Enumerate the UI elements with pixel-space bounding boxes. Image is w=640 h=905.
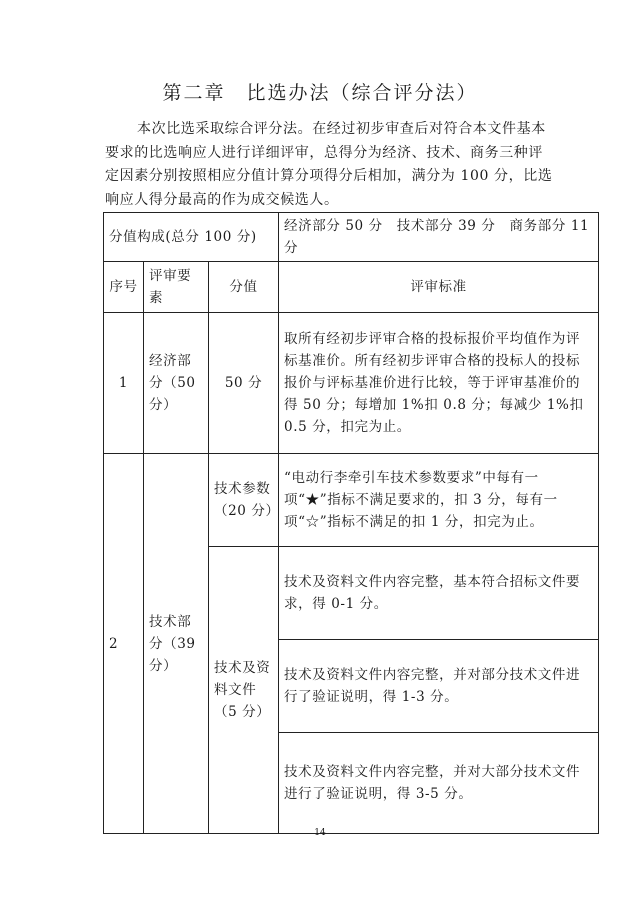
economic-seq: 1 [104,313,144,454]
summary-label: 分值构成(总分 100 分) [104,213,279,262]
technical-params-score: 技术参数（20 分） [209,454,279,547]
technical-params-standard: “电动行李牵引车技术参数要求”中每有一项“★”指标不满足要求的，扣 3 分，每有一项“☆”指标不满足的扣 1 分，扣完为止。 [279,454,599,547]
page-number: 14 [314,828,326,838]
header-row [104,262,599,313]
technical-docs-standard-1: 技术及资料文件内容完整，基本符合招标文件要求，得 0-1 分。 [279,547,599,640]
technical-docs-standard-3: 技术及资料文件内容完整，并对大部分技术文件进行了验证说明，得 3-5 分。 [279,733,599,834]
technical-item: 技术部分（39 分） [144,454,209,834]
scoring-table [103,212,599,834]
economic-standard: 取所有经初步评审合格的投标报价平均值作为评标基准价。所有经初步评审合格的投标人的投标报价与评标基准价进行比较，等于评审基准价的得 50 分；每增加 1%扣 0.8 分；每减少 1%扣 0.5 分，扣完为止。 [279,313,599,454]
chapter-title: 第二章 比选办法（综合评分法） [162,82,478,104]
header-item: 评审要素 [144,262,209,313]
economic-score: 50 分 [209,313,279,454]
technical-seq: 2 [104,454,144,834]
economic-row [104,313,599,454]
technical-docs-score: 技术及资料文件（5 分） [209,547,279,834]
economic-item: 经济部分（50 分） [144,313,209,454]
technical-docs-standard-2: 技术及资料文件内容完整，并对部分技术文件进行了验证说明，得 1-3 分。 [279,640,599,733]
header-seq: 序号 [104,262,144,313]
technical-params-row [104,454,599,547]
header-standard: 评审标准 [279,262,599,313]
intro-paragraph: 本次比选采取综合评分法。在经过初步审查后对符合本文件基本要求的比选响应人进行详细评审，总得分为经济、技术、商务三种评定因素分别按照相应分值计算分项得分后相加，满分为 100 分，比选响应人得分最高的作为成交候选人。 [105,121,553,208]
summary-value: 经济部分 50 分 技术部分 39 分 商务部分 11 分 [279,213,599,262]
header-score: 分值 [209,262,279,313]
summary-row [104,213,599,262]
